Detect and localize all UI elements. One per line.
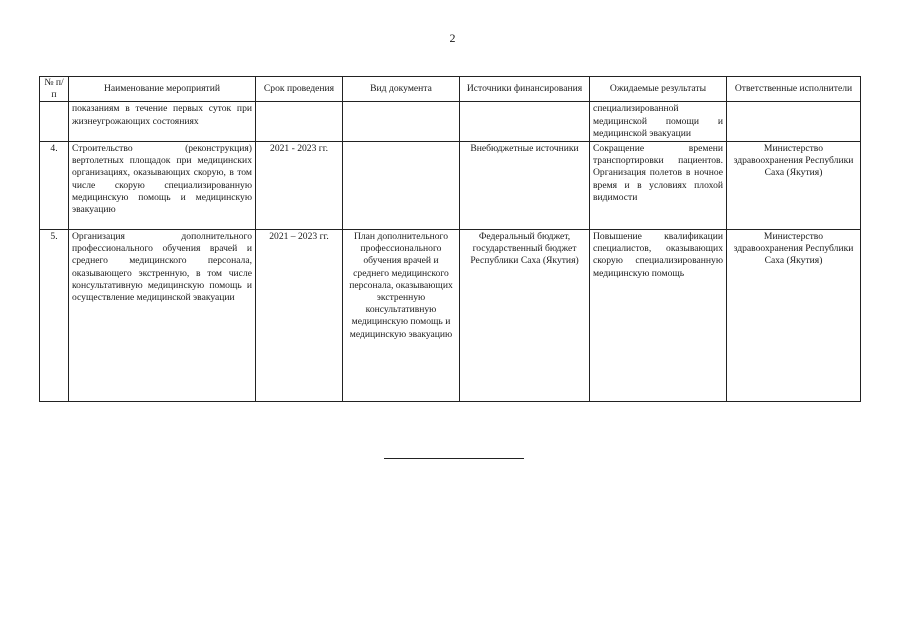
header-executors: Ответственные исполнители	[727, 77, 861, 102]
row-executor	[727, 102, 861, 142]
row-name: Организация дополнительного профессионального обучения врачей и среднего медицинского персонала, оказывающего экстренную, в том числе консультативную медицинскую помощь и осуществление медицинской эвакуации	[69, 230, 256, 402]
row-result: Повышение квалификации специалистов, оказывающих скорую специализированную медицинскую помощь	[590, 230, 727, 402]
header-results: Ожидаемые результаты	[590, 77, 727, 102]
measures-table	[39, 76, 861, 402]
header-financing: Источники финансирования	[460, 77, 590, 102]
row-document: План дополнительного профессионального обучения врачей и среднего медицинского персонала, оказывающих экстренную консультативную медицинскую помощь и медицинскую эвакуацию	[343, 230, 460, 402]
row-term: 2021 – 2023 гг.	[256, 230, 343, 402]
table-row	[40, 102, 861, 142]
table-row	[40, 142, 861, 230]
row-financing	[460, 102, 590, 142]
header-number: № п/п	[40, 77, 69, 102]
row-number: 4.	[40, 142, 69, 230]
row-result: специализированной медицинской помощи и медицинской эвакуации	[590, 102, 727, 142]
row-financing: Внебюджетные источники	[460, 142, 590, 230]
row-number	[40, 102, 69, 142]
row-result: Сокращение времени транспортировки пациентов. Организация полетов в ночное время и в условиях плохой видимости	[590, 142, 727, 230]
table-row	[40, 230, 861, 402]
row-executor: Министерство здравоохранения Республики Саха (Якутия)	[727, 230, 861, 402]
header-name: Наименование мероприятий	[69, 77, 256, 102]
row-name: Строительство (реконструкция) вертолетных площадок при медицинских организациях, оказывающих скорую, в том числе скорую специализированную медицинскую помощь и медицинскую эвакуацию	[69, 142, 256, 230]
row-number: 5.	[40, 230, 69, 402]
row-name: показаниям в течение первых суток при жизнеугрожающих состояниях	[69, 102, 256, 142]
header-term: Срок проведения	[256, 77, 343, 102]
row-financing: Федеральный бюджет, государственный бюджет Республики Саха (Якутия)	[460, 230, 590, 402]
table-header-row	[40, 77, 861, 102]
row-executor: Министерство здравоохранения Республики Саха (Якутия)	[727, 142, 861, 230]
row-document	[343, 102, 460, 142]
end-of-document-rule	[384, 458, 524, 459]
header-document: Вид документа	[343, 77, 460, 102]
page-number: 2	[449, 31, 456, 45]
row-term	[256, 102, 343, 142]
row-term: 2021 - 2023 гг.	[256, 142, 343, 230]
row-document	[343, 142, 460, 230]
